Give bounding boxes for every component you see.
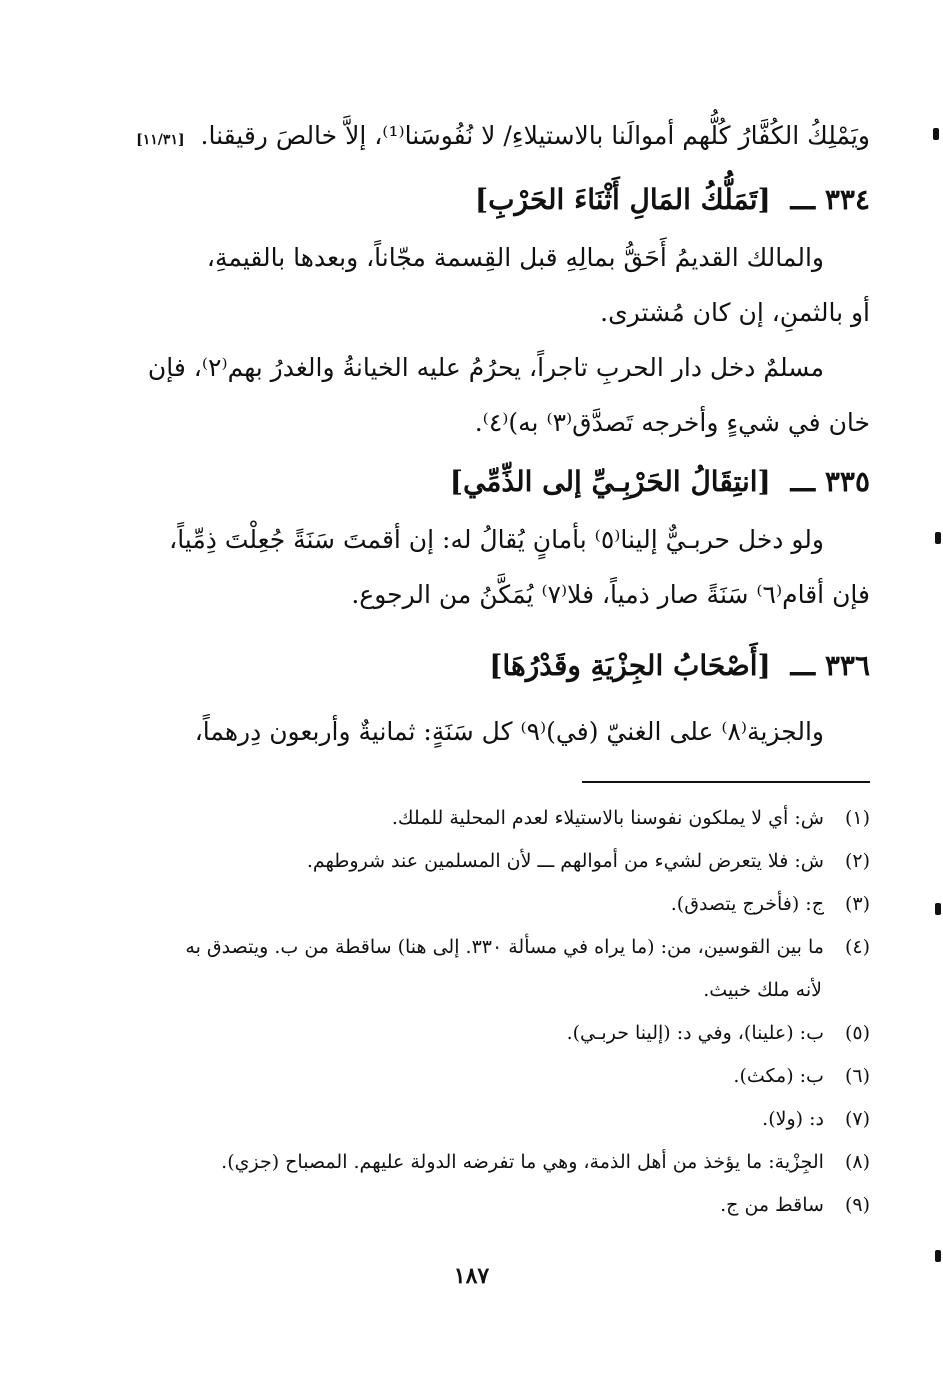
section-title: [أَصْحَابُ الجِزْيَةِ وقَدْرُهَا] bbox=[489, 649, 771, 682]
section-number: ٣٣٥ ـــ bbox=[790, 465, 870, 498]
section-title: [انتِقَالُ الحَرْبِـيِّ إلى الذِّمِّي] bbox=[449, 465, 771, 498]
footnote bbox=[78, 1141, 870, 1184]
footnote-number: (٨) bbox=[844, 1151, 870, 1173]
footnote bbox=[78, 840, 870, 883]
body-line: والجزية⁽٨⁾ على الغنيّ (في)⁽٩⁾ كل سَنَةٍ: ثمانيةٌ وأربعون دِرهماً، bbox=[194, 717, 824, 746]
footnote-divider bbox=[582, 781, 870, 783]
edge-mark bbox=[935, 532, 941, 544]
footnote-text: ساقط من ج. bbox=[720, 1194, 824, 1216]
edge-mark bbox=[935, 1250, 941, 1262]
section-heading-335 bbox=[78, 452, 870, 512]
page-number: ١٨٧ bbox=[453, 1263, 490, 1289]
footnote bbox=[78, 797, 870, 840]
section-heading-336 bbox=[78, 636, 870, 696]
footnote-number: (١) bbox=[844, 807, 870, 829]
footnote-number: (٩) bbox=[844, 1194, 870, 1216]
edge-mark bbox=[935, 903, 941, 915]
footnote bbox=[78, 1012, 870, 1055]
footnote-number: (٥) bbox=[844, 1022, 870, 1044]
footnote bbox=[78, 883, 870, 926]
footnote-text: ش: أي لا يملكون نفوسنا بالاستيلاء لعدم المحلية للملك. bbox=[391, 807, 824, 829]
footnote-text: ما بين القوسين، من: (ما يراه في مسألة ٣٣٠. إلى هنا) ساقطة من ب. ويتصدق به bbox=[185, 936, 824, 958]
page-reference: [١١/٣١] bbox=[136, 132, 185, 148]
footnote-text: ش: فلا يتعرض لشيء من أموالهم ـــ لأن المسلمين عند شروطهم. bbox=[306, 850, 824, 872]
footnote-number: (٧) bbox=[844, 1108, 870, 1130]
footnote bbox=[78, 1184, 870, 1227]
footnote bbox=[78, 1098, 870, 1141]
footnote-continuation: لأنه ملك خبيث. bbox=[703, 979, 822, 1001]
edge-mark bbox=[933, 128, 939, 140]
section-number: ٣٣٦ ـــ bbox=[790, 649, 870, 682]
body-line: فإن أقام⁽٦⁾ سَنَةً صار ذمياً، فلا⁽٧⁾ يُمَكَّنُ من الرجوع. bbox=[351, 580, 870, 609]
footnote-number: (٢) bbox=[844, 850, 870, 872]
footnote-number: (٣) bbox=[844, 893, 870, 915]
footnote bbox=[78, 926, 870, 969]
footnote-text: د: (ولا). bbox=[762, 1108, 824, 1130]
body-line: خان في شيءٍ وأخرجه تَصدَّق⁽٣⁾ به)⁽٤⁾. bbox=[474, 408, 870, 437]
footnote-text: ب: (علينا)، وفي د: (إلينا حربـي). bbox=[566, 1022, 824, 1044]
footnote bbox=[78, 1055, 870, 1098]
body-line: ولو دخل حربـيٌّ إلينا⁽٥⁾ بأمانٍ يُقالُ له: إن أقمتَ سَنَةً جُعِلْتَ ذِمِّياً، bbox=[169, 525, 824, 554]
footnotes bbox=[78, 797, 870, 1227]
footnote-number: (٦) bbox=[844, 1065, 870, 1087]
footnote-text: ب: (مكث). bbox=[733, 1065, 824, 1087]
body-line: أو بالثمنِ، إن كان مُشترى. bbox=[600, 298, 870, 327]
body-line: مسلمٌ دخل دار الحربِ تاجراً، يحرُمُ عليه الخيانةُ والغدرُ بهم⁽٢⁾، فإن bbox=[147, 353, 824, 382]
body-text: ويَمْلِكُ الكُفَّارُ كُلُّهم أموالَنا بالاستيلاءِ/ لا نُفُوسَنا⁽¹⁾، إلاَّ خالصَ رقيقنا. bbox=[200, 121, 870, 150]
page-content bbox=[78, 108, 870, 1227]
body-line: والمالك القديمُ أَحَقُّ بمالِهِ قبل القِسمة مجّاناً، وبعدها بالقيمةِ، bbox=[206, 243, 824, 272]
footnote-text: الجِزْية: ما يؤخذ من أهل الذمة، وهي ما تفرضه الدولة عليهم. المصباح (جزي). bbox=[221, 1151, 824, 1173]
section-heading-334 bbox=[78, 170, 870, 230]
body-line bbox=[78, 108, 870, 168]
footnote-text: ج: (فأخرج يتصدق). bbox=[670, 893, 824, 915]
footnote-number: (٤) bbox=[844, 936, 870, 958]
section-title: [تَمَلُّكُ المَالِ أَثْنَاءَ الحَرْبِ] bbox=[474, 183, 771, 216]
section-number: ٣٣٤ ـــ bbox=[790, 183, 870, 216]
